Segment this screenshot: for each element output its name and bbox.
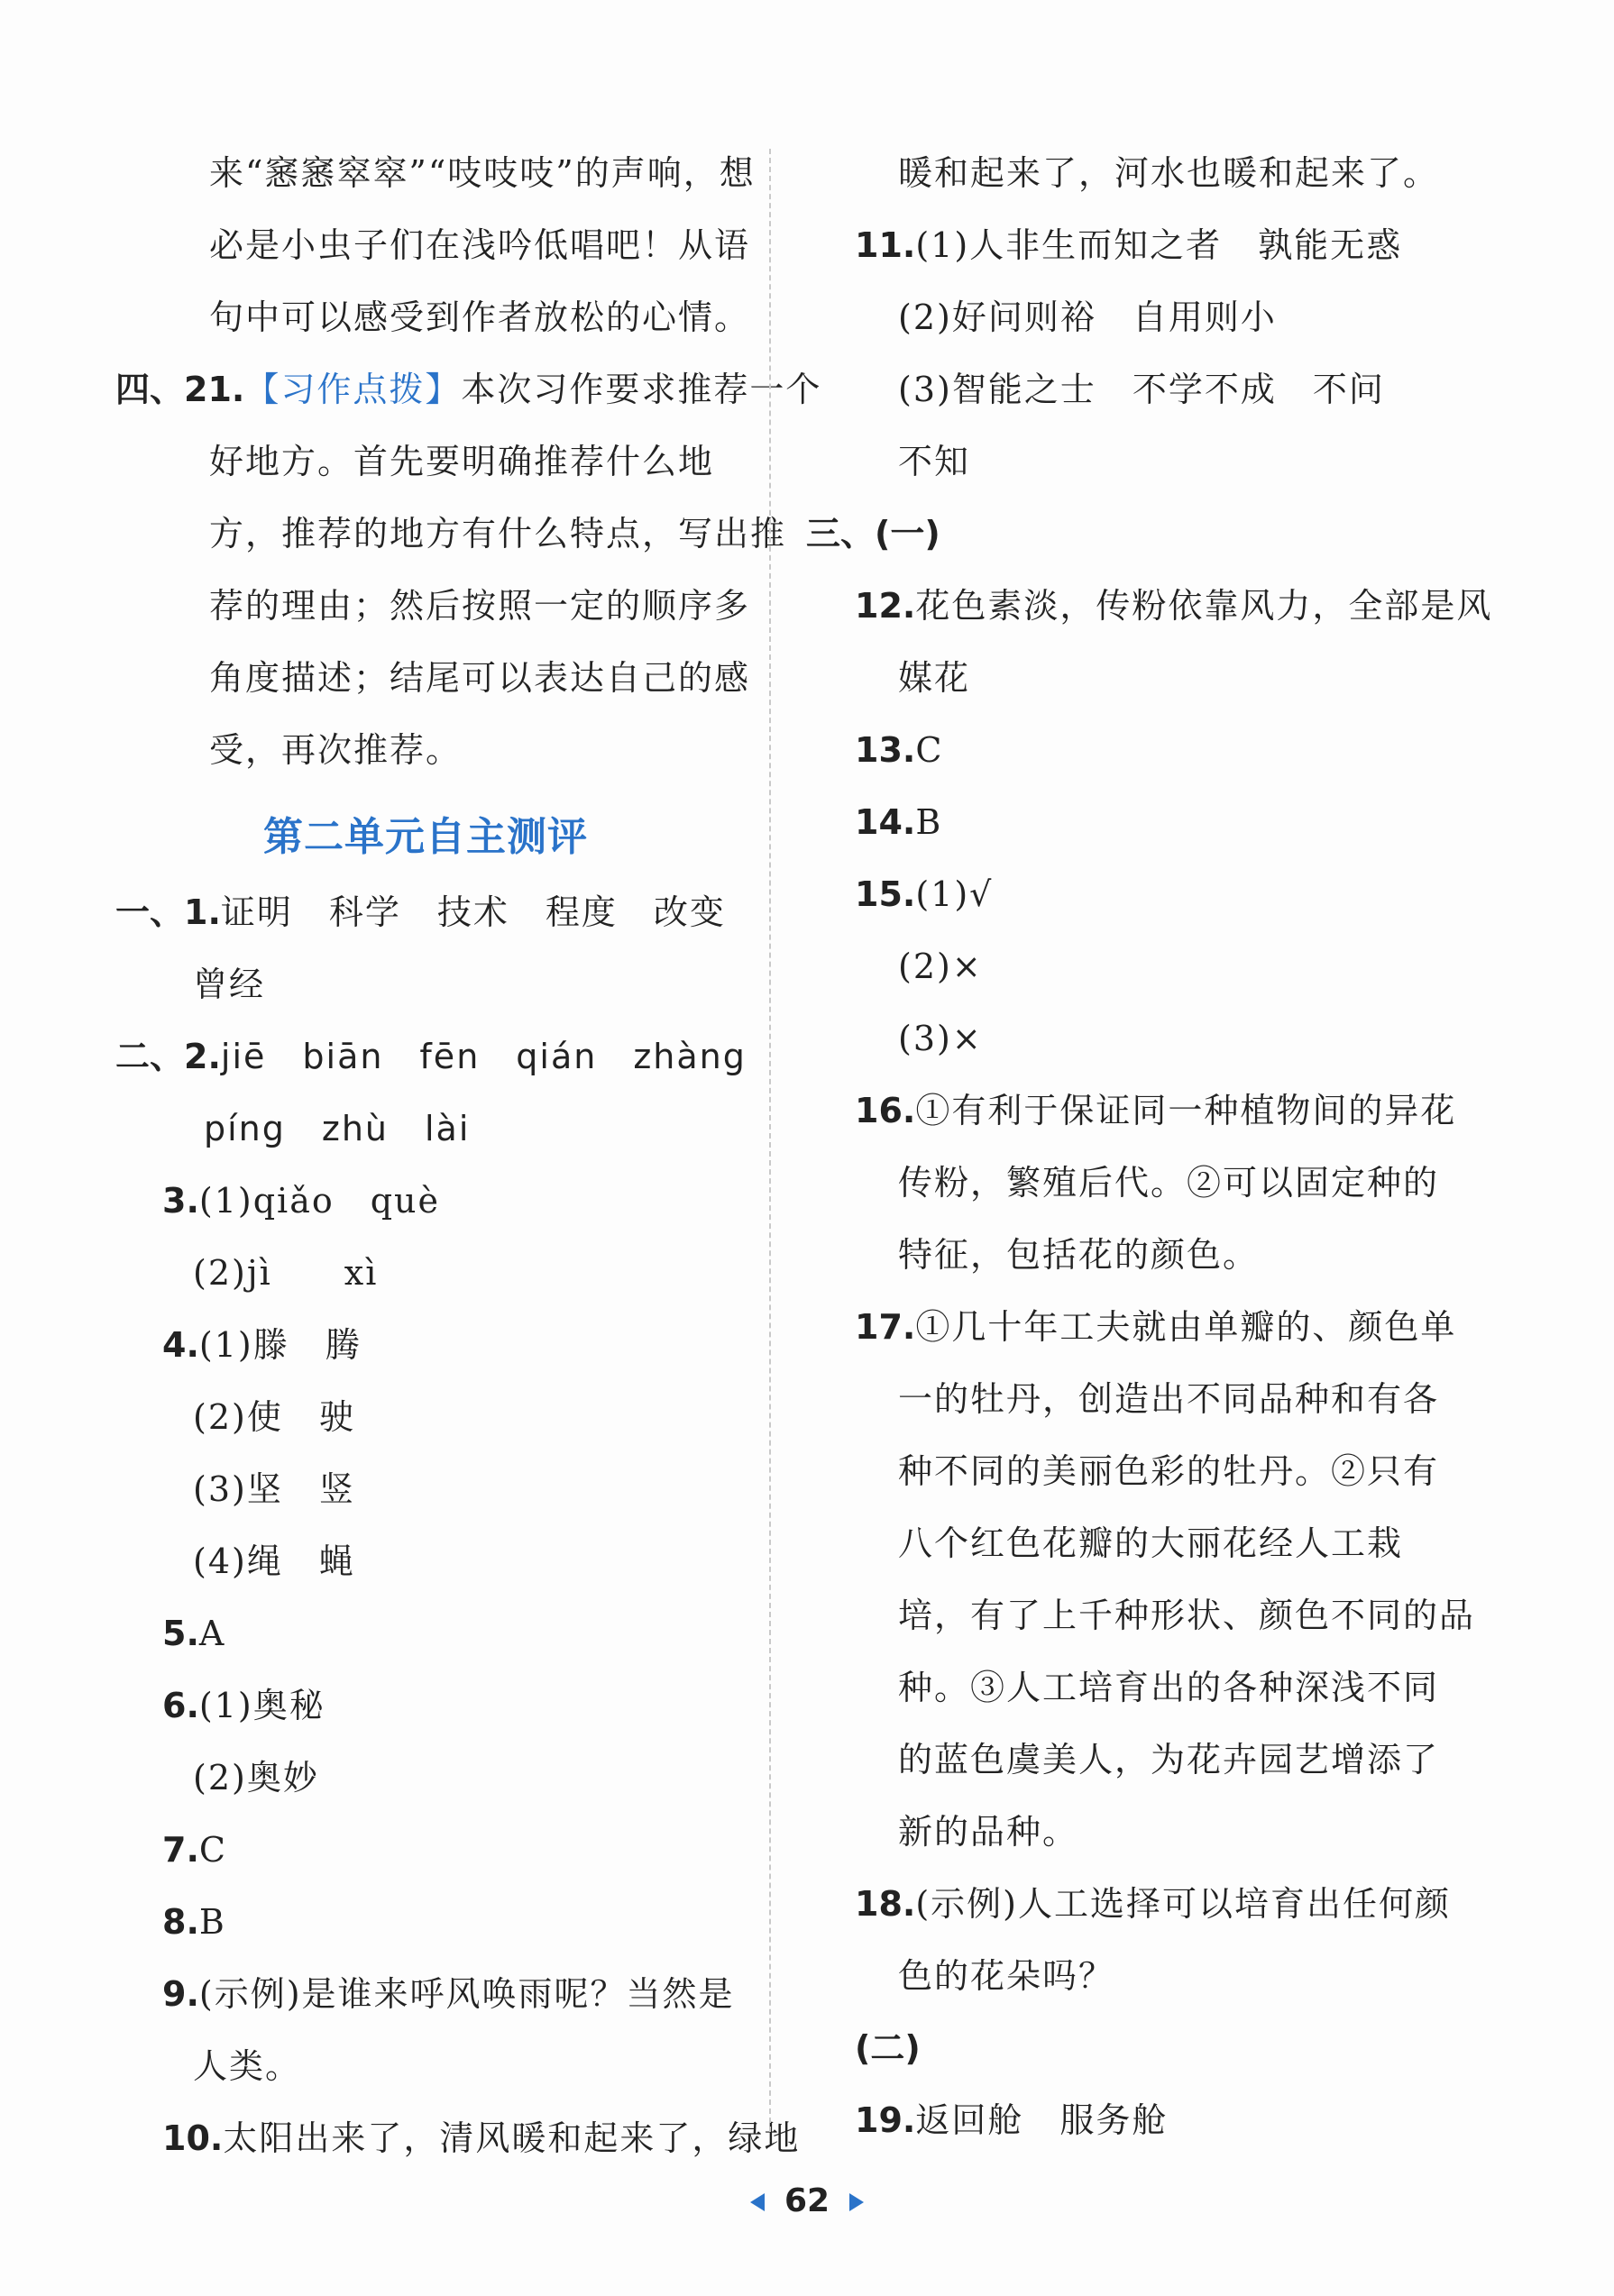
- answer-line: 种。③人工培育出的各种深浅不同: [898, 1668, 1440, 1707]
- answer-line: (2)×: [898, 947, 983, 986]
- answer-line: 7.C: [162, 1830, 227, 1870]
- answer-line: 15.(1)√: [855, 874, 994, 914]
- answer-line: 色的花朵吗？: [898, 1956, 1115, 1996]
- text-line: 荐的理由；然后按照一定的顺序多: [209, 586, 751, 626]
- answer-line: 18.(示例)人工选择可以培育出任何颜: [855, 1884, 1451, 1924]
- answer-line: 八个红色花瓣的大丽花经人工栽: [898, 1523, 1404, 1563]
- answer-line: 培，有了上千种形状、颜色不同的品: [898, 1596, 1476, 1635]
- answer-line: 4.(1)滕 腾: [162, 1325, 362, 1365]
- answer-line: (3)智能之士 不学不成 不问: [898, 370, 1385, 409]
- writing-tip-label: 【习作点拨】: [244, 370, 462, 409]
- answer-line: 5.A: [162, 1614, 226, 1653]
- answer-line: 新的品种。: [898, 1812, 1079, 1852]
- answer-line: 不知: [898, 442, 971, 481]
- answer-line: 二、2.jiē biān fēn qián zhàng: [115, 1037, 747, 1076]
- question-21: [115, 368, 821, 411]
- previous-page-icon[interactable]: [750, 2193, 765, 2211]
- page-footer: [0, 2180, 1614, 2223]
- answer-line: 一的牡丹，创造出不同品种和有各: [898, 1379, 1440, 1419]
- text-line: 角度描述；结尾可以表达自己的感: [209, 658, 751, 698]
- answer-line: 19.返回舱 服务舱: [855, 2100, 1169, 2140]
- answer-line: 10.太阳出来了，清风暖和起来了，绿地: [162, 2118, 801, 2158]
- question-number: 四、21.: [115, 370, 245, 409]
- answer-line: 的蓝色虞美人，为花卉园艺增添了: [898, 1740, 1440, 1779]
- section-heading: 第二单元自主测评: [263, 814, 588, 860]
- answer-line: 三、(一): [806, 514, 940, 553]
- answer-line: (2)奥妙: [193, 1758, 319, 1797]
- answer-line: (2)使 驶: [193, 1397, 355, 1437]
- text-line: 本次习作要求推荐一个: [461, 370, 822, 409]
- answer-line: 8.B: [162, 1902, 226, 1942]
- answer-line: 9.(示例)是谁来呼风唤雨呢？当然是: [162, 1974, 735, 2014]
- answer-line: (4)绳 蝇: [193, 1541, 355, 1581]
- answer-line: 曾经: [193, 965, 266, 1004]
- answer-line: 暖和起来了，河水也暖和起来了。: [898, 153, 1440, 193]
- answer-line: 11.(1)人非生而知之者 孰能无惑: [855, 225, 1403, 265]
- column-divider: [769, 149, 771, 2132]
- text-line: 方，推荐的地方有什么特点，写出推: [209, 514, 787, 553]
- answer-line: (2)jì xì: [193, 1253, 379, 1293]
- page-number: 62: [784, 2182, 830, 2219]
- answer-line: 种不同的美丽色彩的牡丹。②只有: [898, 1451, 1440, 1491]
- answer-line: 特征，包括花的颜色。: [898, 1235, 1260, 1275]
- answer-line: 一、1.证明 科学 技术 程度 改变: [115, 892, 726, 932]
- text-line: 好地方。首先要明确推荐什么地: [209, 442, 715, 481]
- answer-line: 6.(1)奥秘: [162, 1686, 326, 1725]
- text-line: 来“窸窸窣窣”“吱吱吱”的声响，想: [209, 153, 756, 193]
- answer-line: (二): [855, 2028, 921, 2068]
- answer-line: 17.①几十年工夫就由单瓣的、颜色单: [855, 1307, 1457, 1347]
- answer-line: (3)×: [898, 1019, 983, 1058]
- answer-line: (2)好问则裕 自用则小: [898, 297, 1277, 337]
- text-line: 受，再次推荐。: [209, 730, 463, 770]
- answer-line: 12.花色素淡，传粉依靠风力，全部是风: [855, 586, 1493, 626]
- answer-line: 3.(1)qiǎo què: [162, 1181, 441, 1221]
- answer-line: 传粉，繁殖后代。②可以固定种的: [898, 1163, 1440, 1203]
- text-line: 必是小虫子们在浅吟低唱吧！从语: [209, 225, 751, 265]
- answer-line: 14.B: [855, 802, 943, 842]
- answer-line: 16.①有利于保证同一种植物间的异花: [855, 1091, 1457, 1130]
- answer-line: (3)坚 竖: [193, 1469, 355, 1509]
- answer-line: 人类。: [193, 2046, 302, 2086]
- answer-line: 13.C: [855, 730, 944, 770]
- answer-line: 媒花: [898, 658, 971, 698]
- answer-line: píng zhù lài: [204, 1109, 471, 1148]
- text-line: 句中可以感受到作者放松的心情。: [209, 297, 751, 337]
- next-page-icon[interactable]: [849, 2193, 864, 2211]
